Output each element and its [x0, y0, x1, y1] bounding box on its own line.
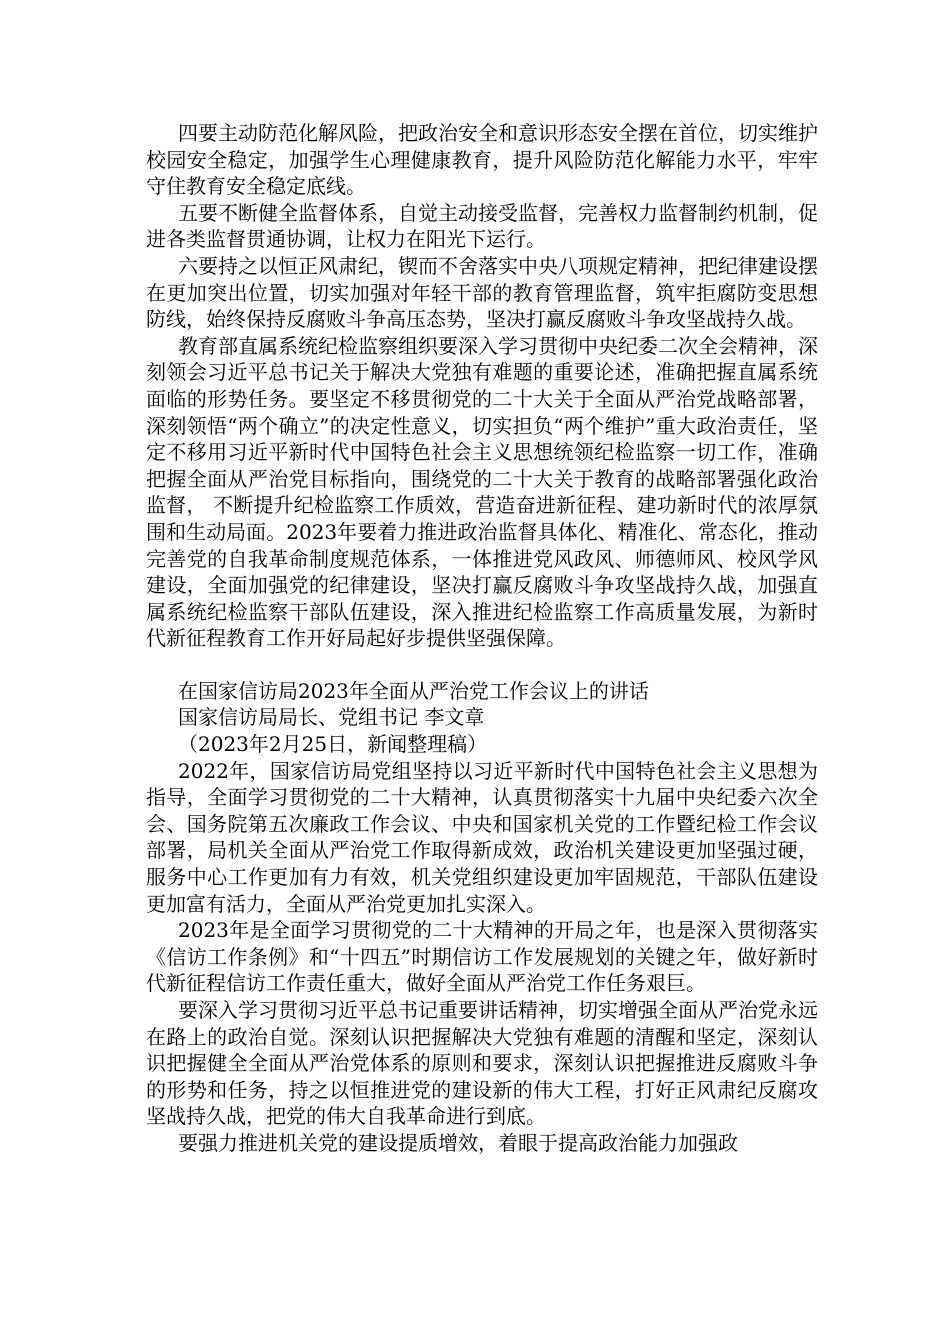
section-gap	[146, 652, 818, 678]
document-page	[146, 120, 818, 1157]
paragraph-study-speech: 要深入学习贯彻习近平总书记重要讲话精神，切实增强全面从严治党永远在路上的政治自觉。深刻认识把握解决大党独有难题的清醒和坚定，深刻认识把握健全全面从严治党体系的原则和要求，深刻认识把握推进反腐败斗争的形势和任务，持之以恒推进党的建设新的伟大工程，打好正风肃纪反腐攻坚战持久战，把党的伟大自我革命进行到底。	[146, 998, 818, 1129]
article-author: 国家信访局局长、党组书记 李文章	[178, 705, 485, 730]
article-title: 在国家信访局2023年全面从严治党工作会议上的讲话	[178, 678, 649, 703]
article-source: （2023年2月25日，新闻整理稿）	[178, 732, 488, 757]
paragraph-party-building: 要强力推进机关党的建设提质增效，着眼于提高政治能力加强政	[178, 1130, 738, 1155]
paragraph-risk-prevention: 四要主动防范化解风险，把政治安全和意识形态安全摆在首位，切实维护校园安全稳定，加强学生心理健康教育，提升风险防范化解能力水平，牢牢守住教育安全稳定底线。	[146, 121, 818, 199]
paragraph-2023-outlook: 2023年是全面学习贯彻党的二十大精神的开局之年，也是深入贯彻落实《信访工作条例》和“十四五”时期信访工作发展规划的关键之年，做好新时代新征程信访工作责任重大，做好全面从严治党工作任务艰巨。	[146, 918, 818, 996]
paragraph-supervision-system: 五要不断健全监督体系，自觉主动接受监督，完善权力监督制约机制，促进各类监督贯通协调，让权力在阳光下运行。	[146, 200, 818, 252]
paragraph-discipline: 六要持之以恒正风肃纪，锲而不舍落实中央八项规定精神，把纪律建设摆在更加突出位置，切实加强对年轻干部的教育管理监督，筑牢拒腐防变思想防线，始终保持反腐败斗争高压态势，坚决打赢反腐败斗争攻坚战持久战。	[146, 253, 818, 332]
paragraph-education-ministry: 教育部直属系统纪检监察组织要深入学习贯彻中央纪委二次全会精神，深刻领会习近平总书记关于解决大党独有难题的重要论述，准确把握直属系统面临的形势任务。要坚定不移贯彻党的二十大关于全面从严治党战略部署，深刻领悟“两个确立”的决定性意义，切实担负“两个维护”重大政治责任，坚定不移用习近平新时代中国特色社会主义思想统领纪检监察一切工作，准确把握全面从严治党目标指向，围绕党的二十大关于教育的战略部署强化政治监督， 不断提升纪检监察工作质效，营造奋进新征程、建功新时代的浓厚氛围和生动局面。2023年要着力推进政治监督具体化、精准化、常态化，推动完善党的自我革命制度规范体系，一体推进党风政风、师德师风、校风学风建设，全面加强党的纪律建设，坚决打赢反腐败斗争攻坚战持久战，加强直属系统纪检监察干部队伍建设，深入推进纪检监察工作高质量发展，为新时代新征程教育工作开好局起好步提供坚强保障。	[146, 333, 818, 651]
paragraph-2022-summary: 2022年，国家信访局党组坚持以习近平新时代中国特色社会主义思想为指导，全面学习贯彻党的二十大精神，认真贯彻落实十九届中央纪委六次全会、国务院第五次廉政工作会议、中央和国家机关党的工作暨纪检工作会议部署，局机关全面从严治党工作取得新成效，政治机关建设更加坚强过硬，服务中心工作更加有力有效，机关党组织建设更加牢固规范，干部队伍建设更加富有活力，全面从严治党更加扎实深入。	[146, 758, 818, 916]
